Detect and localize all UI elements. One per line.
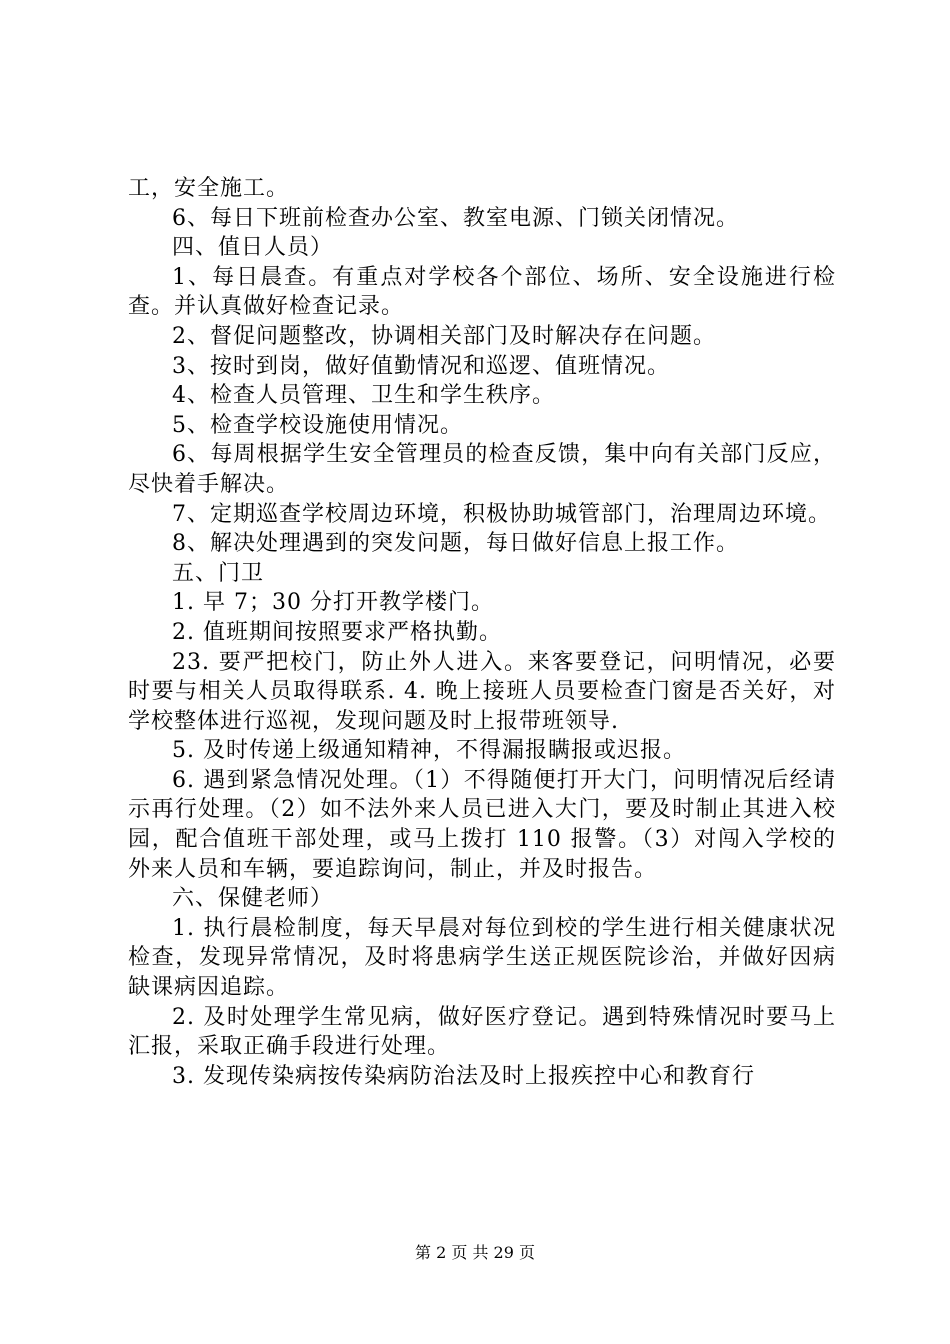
paragraph: 六、保健老师） [172,886,334,912]
paragraph: 五、门卫 [172,560,265,586]
paragraph: 8、解决处理遇到的突发问题，每日做好信息上报工作。 [172,531,739,557]
paragraph: 6、每日下班前检查办公室、教室电源、门锁关闭情况。 [172,205,739,231]
paragraph: 23. 要严把校门，防止外人进入。来客要登记，问明情况，必要时要与相关人员取得联系. 4. 晚上接班人员要检查门窗是否关好，对学校整体进行巡视，发现问题及时上报带班领导. [128,649,836,734]
paragraph: 2. 及时处理学生常见病，做好医疗登记。遇到特殊情况时要马上汇报，采取正确手段进行处理。 [128,1004,836,1060]
paragraph: 1. 执行晨检制度，每天早晨对每位到校的学生进行相关健康状况检查，发现异常情况，及时将患病学生送正规医院诊治，并做好因病缺课病因追踪。 [128,915,836,1001]
paragraph: 6、每周根据学生安全管理员的检查反馈，集中向有关部门反应，尽快着手解决。 [128,442,836,497]
paragraph: 5. 及时传递上级通知精神，不得漏报瞒报或迟报。 [172,738,686,764]
paragraph: 7、定期巡查学校周边环境，积极协助城管部门，治理周边环境。 [172,501,831,527]
document-body [128,174,836,1091]
paragraph: 3. 发现传染病按传染病防治法及时上报疾控中心和教育行 [172,1063,755,1089]
paragraph: 1. 早 7；30 分打开教学楼门。 [172,590,494,616]
paragraph: 4、检查人员管理、卫生和学生秩序。 [172,383,555,409]
paragraph: 6. 遇到紧急情况处理。（1）不得随便打开大门，问明情况后经请示再行处理。（2）如不法外来人员已进入大门，要及时制止其进入校园，配合值班干部处理，或马上拨打 110 报警。（3）对闯入学校的外来人员和车辆，要追踪询问，制止，并及时报告。 [128,767,836,882]
paragraph: 3、按时到岗，做好值勤情况和巡逻、值班情况。 [172,353,670,379]
paragraph: 2、督促问题整改，协调相关部门及时解决存在问题。 [172,323,716,349]
paragraph: 四、值日人员） [172,235,334,261]
paragraph: 5、检查学校设施使用情况。 [172,412,463,438]
page-footer: 第 2 页 共 29 页 [415,1243,535,1262]
paragraph: 1、每日晨查。有重点对学校各个部位、场所、安全设施进行检查。并认真做好检查记录。 [128,264,836,320]
paragraph: 工，安全施工。 [128,176,290,201]
paragraph: 2. 值班期间按照要求严格执勤。 [172,619,502,645]
